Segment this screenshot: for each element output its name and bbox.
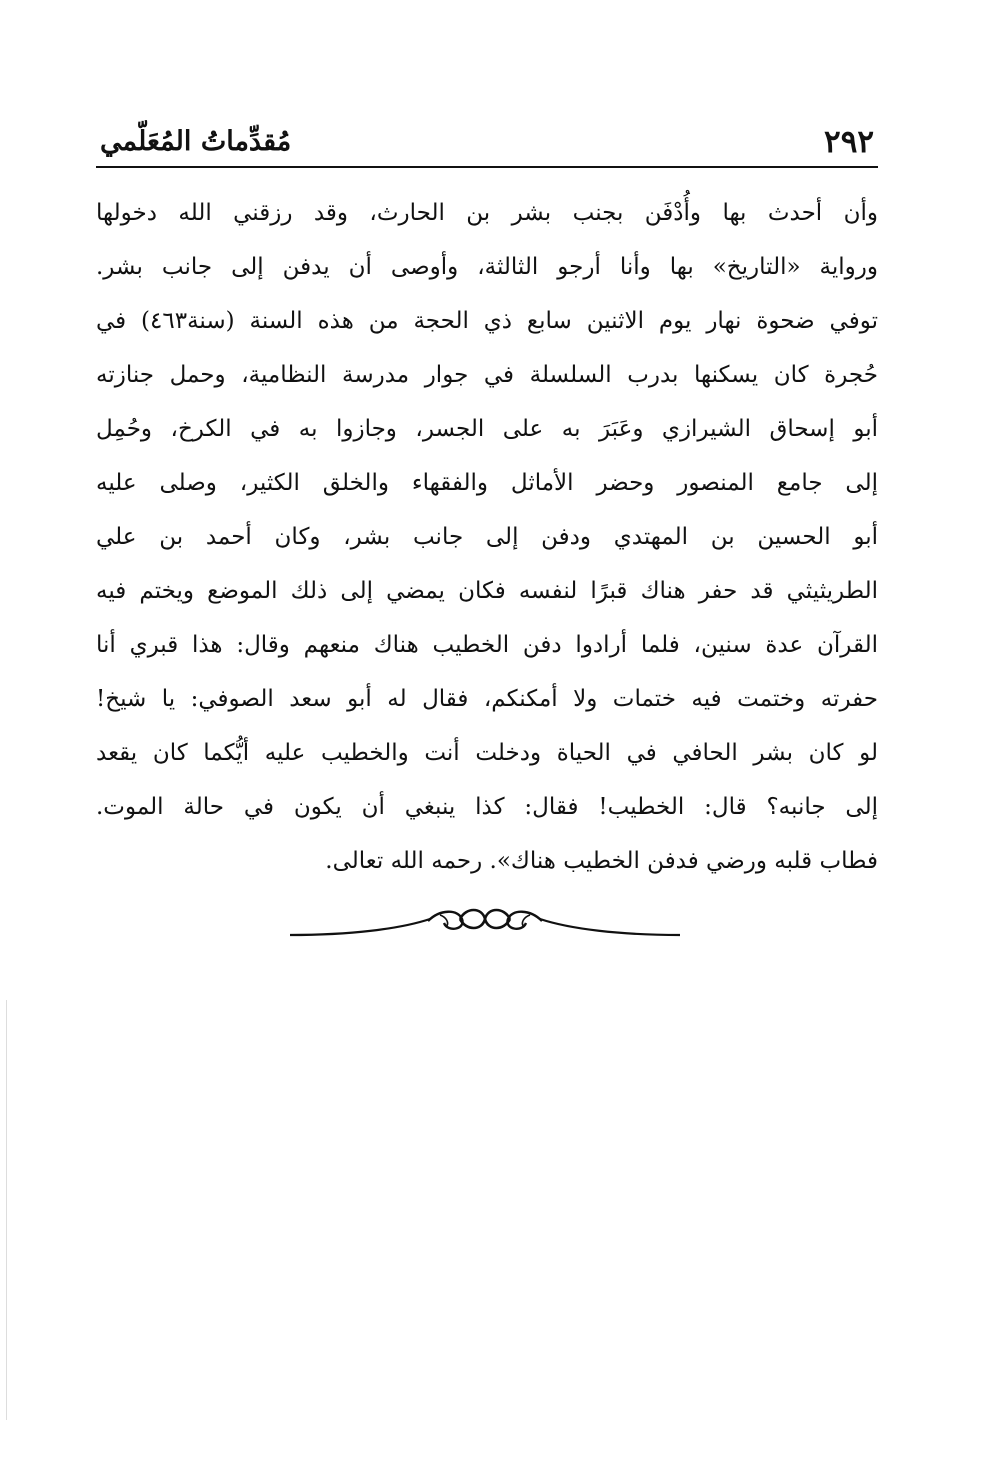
text-line: وأن أحدث بها وأُدْفَن بجنب بشر بن الحارث، وقد رزقني الله دخولها [96,200,878,226]
page-header [96,118,878,166]
text-line: لو كان بشر الحافي في الحياة ودخلت أنت والخطيب عليه أيُّكما كان يقعد [96,740,878,766]
text-line: ورواية «التاريخ» بها وأنا أرجو الثالثة، وأوصى أن يدفن إلى جانب بشر. [96,254,878,280]
page-number: ٢٩٢ [824,124,874,160]
text-line: فطاب قلبه ورضي فدفن الخطيب هناك». رحمه الله تعالى. [325,848,878,874]
text-line: حفرته وختمت فيه ختمات ولا أمكنكم، فقال له أبو سعد الصوفي: يا شيخ! [96,686,878,712]
text-line: إلى جامع المنصور وحضر الأماثل والفقهاء والخلق الكثير، وصلى عليه [96,470,878,496]
text-line: أبو إسحاق الشيرازي وعَبَرَ به على الجسر، وجازوا به في الكرخ، وحُمِل [96,416,878,442]
text-line: إلى جانبه؟ قال: الخطيب! فقال: كذا ينبغي أن يكون في حالة الموت. [96,794,878,820]
scan-margin-line [6,1000,7,1420]
text-line: أبو الحسين بن المهتدي ودفن إلى جانب بشر، وكان أحمد بن علي [96,524,878,550]
text-line: حُجرة كان يسكنها بدرب السلسلة في جوار مدرسة النظامية، وحمل جنازته [96,362,878,388]
text-line: القرآن عدة سنين، فلما أرادوا دفن الخطيب هناك منعهم وقال: هذا قبري أنا [96,632,878,658]
header-divider [96,166,878,168]
text-line: توفي ضحوة نهار يوم الاثنين سابع ذي الحجة من هذه السنة (سنة٤٦٣) في [96,308,878,334]
main-text [96,186,878,888]
text-line: الطريثيثي قد حفر هناك قبرًا لنفسه فكان يمضي إلى ذلك الموضع ويختم فيه [96,578,878,604]
flourish-divider-icon [290,895,680,955]
running-title: مُقدِّماتُ المُعَلّمي [100,126,292,157]
